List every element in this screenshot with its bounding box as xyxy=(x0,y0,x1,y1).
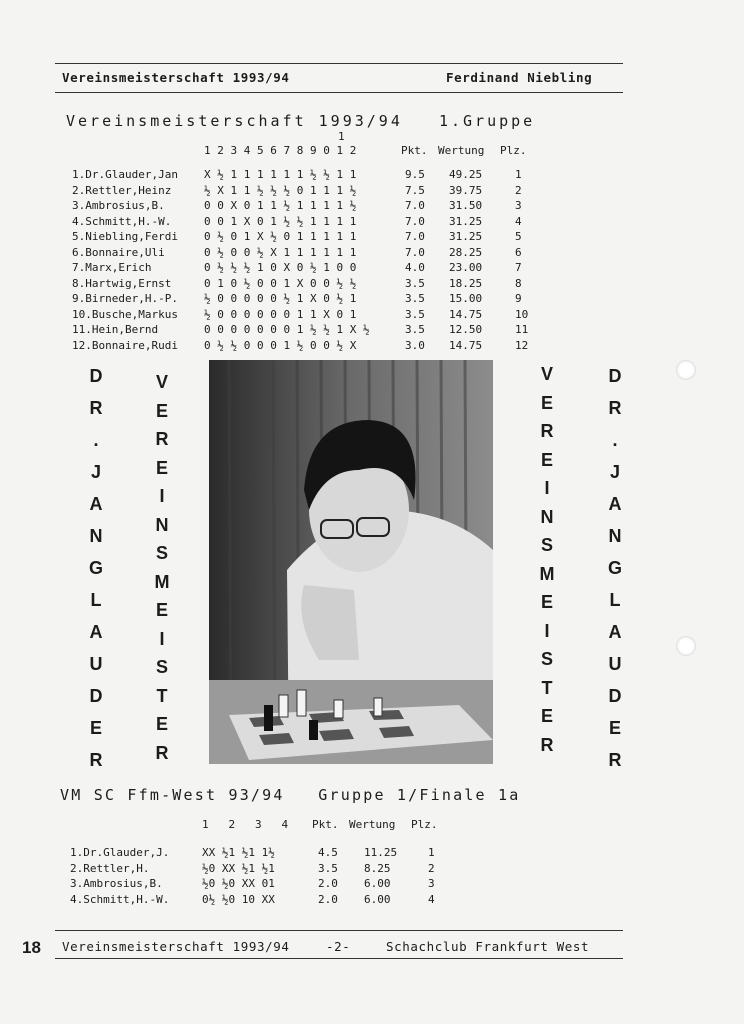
player-rating: 23.00 xyxy=(449,261,483,274)
player-results: 0 ½ 0 0 ½ X 1 1 1 1 1 1 xyxy=(204,245,357,259)
player-rating: 14.75 xyxy=(449,338,483,352)
player-name: 5.Niebling,Ferdi xyxy=(72,230,178,243)
group1-plz-header: Plz. xyxy=(500,144,527,157)
vertical-letter: A xyxy=(608,622,622,642)
final-pkt-header: Pkt. xyxy=(312,818,339,831)
winner-photo xyxy=(209,360,493,764)
final-player-results: 0½ ½0 10 XX xyxy=(202,892,275,906)
vertical-letter: D xyxy=(89,366,103,386)
vertical-letter: V xyxy=(155,372,168,392)
player-name: 4.Schmitt,H.-W. xyxy=(72,214,172,228)
vertical-letter: R xyxy=(89,750,103,770)
vertical-letter: D xyxy=(608,366,622,386)
vertical-letter: S xyxy=(155,543,168,563)
player-points: 3.0 xyxy=(405,338,425,352)
vertical-letter: R xyxy=(155,429,169,449)
player-place: 5 xyxy=(515,230,522,243)
player-results: 0 0 1 X 0 1 ½ ½ 1 1 1 1 xyxy=(204,214,357,228)
header-rule-bottom xyxy=(55,92,623,93)
vertical-letter: A xyxy=(608,494,622,514)
vertical-letter: I xyxy=(159,486,165,506)
vertical-letter: N xyxy=(89,526,103,546)
vertical-letter: T xyxy=(156,685,168,706)
player-results: ½ 0 0 0 0 0 ½ 1 X 0 ½ 1 xyxy=(204,292,357,305)
footer-center: -2- xyxy=(326,939,351,954)
group1-col-tens: 1 xyxy=(338,130,345,143)
footer-rule-bottom xyxy=(55,958,623,959)
vertical-letter: E xyxy=(540,392,553,413)
player-name: 6.Bonnaire,Uli xyxy=(72,245,165,259)
player-rating: 31.50 xyxy=(449,199,483,212)
vertical-letter: E xyxy=(155,600,168,620)
vertical-letter: A xyxy=(89,622,103,642)
vertical-letter: I xyxy=(544,620,550,641)
player-points: 3.5 xyxy=(405,323,425,336)
player-place: 8 xyxy=(515,276,522,290)
footer-rule-top xyxy=(55,930,623,931)
player-place: 1 xyxy=(515,168,522,181)
final-player-place: 2 xyxy=(428,861,435,875)
player-name: 2.Rettler,Heinz xyxy=(72,183,172,197)
final-player-points: 4.5 xyxy=(318,846,338,859)
player-name: 12.Bonnaire,Rudi xyxy=(72,338,178,352)
player-rating: 15.00 xyxy=(449,292,483,305)
final-title: VM SC Ffm-West 93/94 Gruppe 1/Finale 1a xyxy=(60,786,521,804)
vertical-letter: R xyxy=(608,750,622,770)
header-right: Ferdinand Niebling xyxy=(446,70,593,85)
vertical-letter: E xyxy=(540,449,553,470)
player-rating: 31.25 xyxy=(449,230,483,243)
player-rating: 14.75 xyxy=(449,307,483,321)
final-player-name: 2.Rettler,H. xyxy=(70,861,150,875)
player-name: 11.Hein,Bernd xyxy=(72,323,159,336)
header-left: Vereinsmeisterschaft 1993/94 xyxy=(62,70,290,85)
header-rule-top xyxy=(55,63,623,64)
player-place: 9 xyxy=(515,292,522,305)
final-player-rating: 8.25 xyxy=(364,861,391,875)
player-place: 4 xyxy=(515,214,522,228)
vertical-title-left xyxy=(150,368,174,767)
player-place: 6 xyxy=(515,245,522,259)
player-name: 10.Busche,Markus xyxy=(72,307,178,321)
group1-pkt-header: Pkt. xyxy=(401,144,428,157)
player-points: 7.5 xyxy=(405,183,425,197)
player-results: ½ 0 0 0 0 0 0 1 1 X 0 1 xyxy=(204,307,357,321)
vertical-letter: N xyxy=(155,514,169,535)
vertical-letter: E xyxy=(608,718,621,738)
vertical-letter: R xyxy=(155,742,169,763)
vertical-letter: E xyxy=(540,592,553,612)
player-results: 0 0 0 0 0 0 0 1 ½ ½ 1 X ½ xyxy=(204,323,370,336)
final-player-place: 1 xyxy=(428,846,435,859)
player-rating: 28.25 xyxy=(449,245,483,259)
vertical-letter: . xyxy=(612,430,618,450)
player-place: 7 xyxy=(515,261,522,274)
page-number: 18 xyxy=(22,938,41,957)
player-place: 11 xyxy=(515,323,529,336)
vertical-letter: U xyxy=(608,654,622,674)
player-name: 9.Birneder,H.-P. xyxy=(72,292,178,305)
vertical-letter: E xyxy=(540,706,553,726)
player-name: 7.Marx,Erich xyxy=(72,261,152,274)
vertical-letter: R xyxy=(608,398,622,418)
group1-wertung-header: Wertung xyxy=(438,144,485,157)
vertical-letter: A xyxy=(89,494,103,514)
player-results: 0 1 0 ½ 0 0 1 X 0 0 ½ ½ xyxy=(204,276,357,290)
vertical-letter: E xyxy=(89,718,102,738)
vertical-letter: I xyxy=(159,628,165,649)
player-results: 0 0 X 0 1 1 ½ 1 1 1 1 ½ xyxy=(204,199,357,212)
vertical-letter: N xyxy=(608,526,622,546)
final-player-place: 4 xyxy=(428,892,435,906)
vertical-letter: G xyxy=(607,558,622,578)
player-points: 7.0 xyxy=(405,245,425,259)
final-col-header: 1 2 3 4 xyxy=(202,818,289,831)
final-player-name: 1.Dr.Glauder,J. xyxy=(70,846,170,859)
player-rating: 49.25 xyxy=(449,168,483,181)
group1-col-header: 1 2 3 4 5 6 7 8 9 0 1 2 xyxy=(204,144,357,157)
vertical-letter: E xyxy=(155,457,168,478)
final-wertung-header: Wertung xyxy=(349,818,396,831)
player-rating: 12.50 xyxy=(449,323,483,336)
vertical-letter: N xyxy=(540,506,554,527)
player-results: 0 ½ ½ 0 0 0 1 ½ 0 0 ½ X xyxy=(204,338,357,352)
final-plz-header: Plz. xyxy=(411,818,438,831)
player-points: 7.0 xyxy=(405,214,425,228)
final-player-points: 3.5 xyxy=(318,861,338,875)
player-points: 9.5 xyxy=(405,168,425,181)
vertical-letter: D xyxy=(89,686,103,706)
vertical-letter: D xyxy=(608,686,622,706)
vertical-letter: R xyxy=(540,734,554,755)
player-points: 4.0 xyxy=(405,261,425,274)
player-results: 0 ½ 0 1 X ½ 0 1 1 1 1 1 xyxy=(204,230,357,243)
vertical-name-left xyxy=(84,360,108,776)
vertical-letter: E xyxy=(155,714,168,734)
vertical-letter: S xyxy=(540,649,553,669)
final-player-rating: 6.00 xyxy=(364,892,391,906)
vertical-letter: V xyxy=(540,364,553,384)
vertical-letter: R xyxy=(540,421,554,441)
vertical-letter: S xyxy=(155,657,168,677)
player-place: 10 xyxy=(515,307,529,321)
vertical-letter: J xyxy=(609,462,620,482)
vertical-letter: S xyxy=(540,535,553,555)
vertical-name-right xyxy=(603,360,627,776)
player-name: 8.Hartwig,Ernst xyxy=(72,276,172,290)
player-rating: 18.25 xyxy=(449,276,483,290)
final-player-results: ½0 XX ½1 ½1 xyxy=(202,861,275,875)
player-place: 12 xyxy=(515,338,529,352)
footer-left: Vereinsmeisterschaft 1993/94 xyxy=(62,939,290,954)
vertical-letter: I xyxy=(544,478,550,498)
player-name: 3.Ambrosius,B. xyxy=(72,199,165,212)
punch-hole-bottom xyxy=(676,636,696,656)
final-player-place: 3 xyxy=(428,877,435,890)
vertical-letter: L xyxy=(609,590,621,610)
player-points: 3.5 xyxy=(405,292,425,305)
final-player-rating: 6.00 xyxy=(364,877,391,890)
final-player-name: 4.Schmitt,H.-W. xyxy=(70,892,170,906)
final-player-rating: 11.25 xyxy=(364,846,398,859)
player-rating: 31.25 xyxy=(449,214,483,228)
vertical-letter: R xyxy=(89,398,103,418)
player-points: 3.5 xyxy=(405,307,425,321)
player-results: X ½ 1 1 1 1 1 1 ½ ½ 1 1 xyxy=(204,168,357,181)
vertical-letter: M xyxy=(154,571,170,592)
final-player-results: XX ½1 ½1 1½ xyxy=(202,846,275,859)
player-name: 1.Dr.Glauder,Jan xyxy=(72,168,178,181)
player-place: 3 xyxy=(515,199,522,212)
final-player-name: 3.Ambrosius,B. xyxy=(70,877,163,890)
punch-hole-top xyxy=(676,360,696,380)
group1-title: Vereinsmeisterschaft 1993/94 1.Gruppe xyxy=(66,112,536,130)
player-points: 3.5 xyxy=(405,276,425,290)
vertical-letter: L xyxy=(90,590,102,610)
footer-right: Schachclub Frankfurt West xyxy=(386,939,590,954)
vertical-letter: . xyxy=(93,430,99,450)
player-points: 7.0 xyxy=(405,199,425,212)
final-player-points: 2.0 xyxy=(318,892,338,906)
player-points: 7.0 xyxy=(405,230,425,243)
vertical-letter: M xyxy=(539,563,555,584)
player-results: 0 ½ ½ ½ 1 0 X 0 ½ 1 0 0 xyxy=(204,261,357,274)
final-player-results: ½0 ½0 XX 01 xyxy=(202,877,275,890)
vertical-letter: E xyxy=(155,400,168,421)
player-rating: 39.75 xyxy=(449,183,483,197)
player-place: 2 xyxy=(515,183,522,197)
vertical-letter: J xyxy=(90,462,101,482)
vertical-letter: U xyxy=(89,654,103,674)
vertical-letter: G xyxy=(88,558,103,578)
final-player-points: 2.0 xyxy=(318,877,338,890)
vertical-letter: T xyxy=(541,677,553,698)
player-results: ½ X 1 1 ½ ½ ½ 0 1 1 1 ½ xyxy=(204,183,357,197)
vertical-title-right xyxy=(535,360,559,759)
